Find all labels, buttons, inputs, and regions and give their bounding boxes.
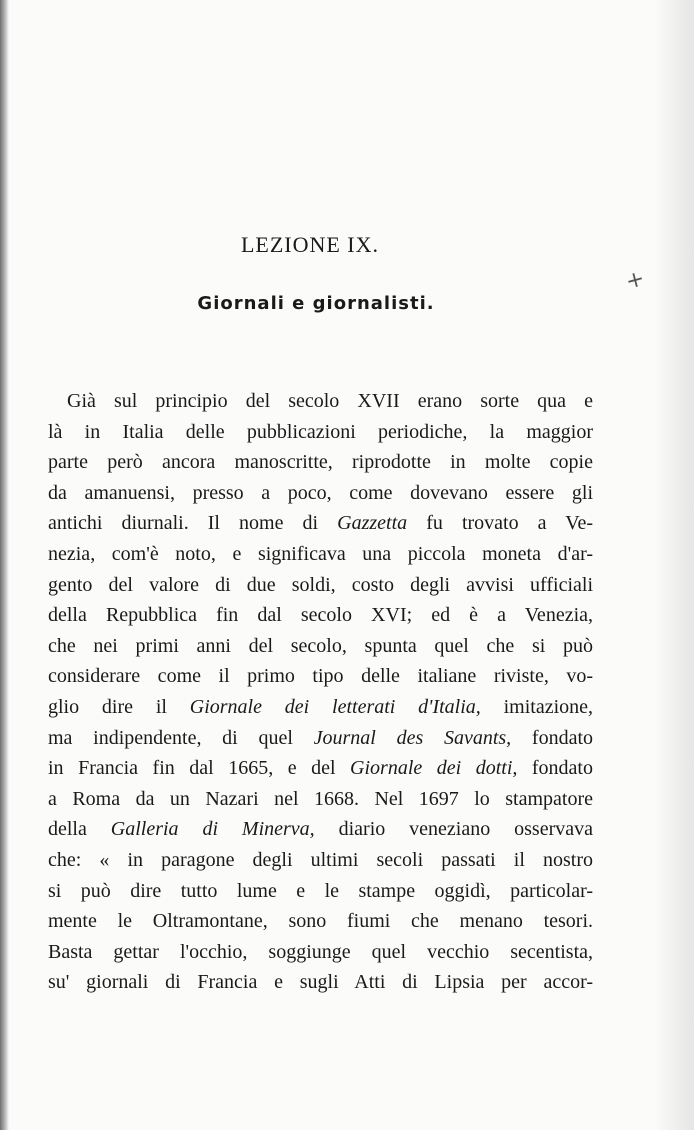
- page-binding-shadow: [0, 0, 9, 1130]
- text-segment: là in Italia delle pubblicazioni periodiche, la maggior: [48, 420, 593, 443]
- text-segment: diario veneziano osservava: [314, 818, 593, 841]
- text-segment: si può dire tutto lume e le stampe oggidì, particolar-: [48, 879, 593, 902]
- text-segment: su' giornali di Francia e sugli Atti di Lipsia per accor-: [48, 971, 593, 994]
- text-line: [48, 937, 593, 968]
- text-line: [48, 478, 593, 509]
- text-segment: fondato: [517, 757, 593, 780]
- lesson-title: LEZIONE IX.: [240, 232, 380, 257]
- text-segment: da amanuensi, presso a poco, come dovevano essere gli: [48, 481, 593, 504]
- text-segment: imitazione,: [480, 695, 594, 718]
- text-segment: della Repubblica fin dal secolo XVI; ed è a Venezia,: [48, 604, 593, 627]
- text-segment: glio dire il: [48, 695, 190, 718]
- text-line: [48, 723, 593, 754]
- section-title: Giornali e giornalisti.: [197, 293, 435, 314]
- text-line: [48, 661, 593, 692]
- text-segment: fondato: [511, 726, 594, 749]
- text-line: [48, 600, 593, 631]
- text-line: [48, 753, 593, 784]
- text-line: [48, 417, 593, 448]
- text-line: [48, 447, 593, 478]
- text-segment: Già sul principio del secolo XVII erano sorte qua e: [67, 390, 593, 412]
- text-segment: parte però ancora manoscritte, riprodotte in molte copie: [48, 451, 593, 474]
- text-segment: antichi diurnali. Il nome di: [48, 512, 338, 535]
- text-segment: della: [48, 818, 111, 841]
- text-line: [48, 784, 593, 815]
- body-paragraph: [48, 386, 593, 998]
- text-segment: a Roma da un Nazari nel 1668. Nel 1697 lo stampatore: [48, 787, 593, 810]
- text-segment: Basta gettar l'occhio, soggiunge quel vecchio secentista,: [48, 940, 593, 963]
- text-line: [48, 692, 593, 723]
- text-line: [48, 845, 593, 876]
- text-segment: che: « in paragone degli ultimi secoli passati il nostro: [48, 848, 593, 871]
- text-segment: che nei primi anni del secolo, spunta quel che si può: [48, 634, 593, 657]
- margin-annotation-mark: +: [623, 266, 648, 295]
- text-segment: considerare come il primo tipo delle italiane riviste, vo-: [48, 665, 593, 688]
- italic-title: Journal des Savants,: [313, 726, 512, 749]
- text-line: [48, 570, 593, 601]
- text-line: [48, 876, 593, 907]
- text-segment: in Francia fin dal 1665, e del: [48, 757, 351, 780]
- italic-title: Galleria di Minerva,: [110, 818, 315, 841]
- text-segment: mente le Oltramontane, sono fiumi che menano tesori.: [48, 910, 593, 933]
- text-line: [48, 814, 593, 845]
- text-line: [48, 508, 593, 539]
- text-segment: ma indipendente, di quel: [48, 726, 314, 749]
- text-line: [48, 539, 593, 570]
- page-edge-shadow: [654, 0, 694, 1130]
- text-line: [48, 967, 593, 998]
- text-line: [48, 631, 593, 662]
- text-segment: gento del valore di due soldi, costo degli avvisi ufficiali: [48, 573, 593, 596]
- italic-title: Giornale dei dotti,: [350, 757, 518, 780]
- text-segment: fu trovato a Ve-: [407, 512, 593, 535]
- text-line: [48, 386, 593, 417]
- text-line: [48, 906, 593, 937]
- italic-title: Giornale dei letterati d'Italia,: [189, 695, 481, 718]
- text-segment: nezia, com'è noto, e significava una piccola moneta d'ar-: [48, 542, 593, 565]
- italic-title: Gazzetta: [337, 512, 408, 535]
